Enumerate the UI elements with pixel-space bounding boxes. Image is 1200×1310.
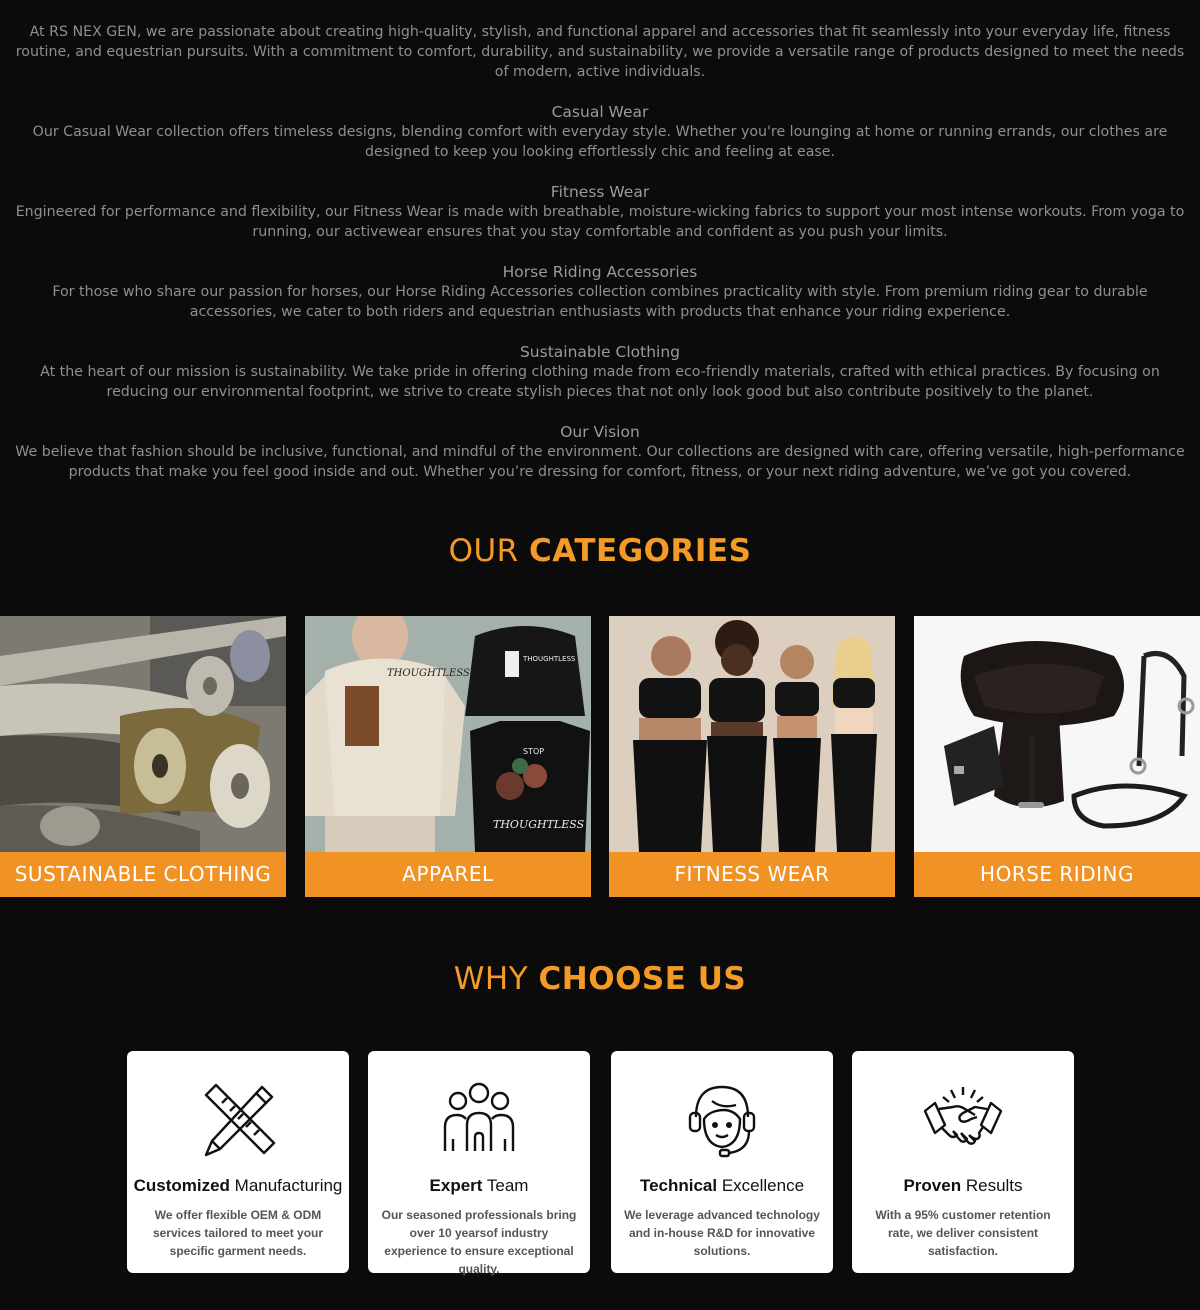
about-heading: Casual Wear xyxy=(551,103,649,121)
card-title xyxy=(852,1176,1074,1196)
card-expert-team xyxy=(368,1051,590,1276)
about-paragraph: We believe that fashion should be inclusive, functional, and mindful of the environment. Our collections are designed with care, offering versatile, high-performance products that make you feel good inside and out. Whether you’re dressing for comfort, fitness, or your next riding adventure, we’ve got you covered. xyxy=(15,444,1185,480)
why-choose-us-title xyxy=(0,961,1200,997)
about-paragraph: Our Casual Wear collection offers timeless designs, blending comfort with everyday style. Whether you're lounging at home or running errands, our clothes are designed to keep you looking effortlessly chic and feeling at ease. xyxy=(32,124,1168,160)
card-title-bold: Technical xyxy=(639,1176,718,1195)
why-title-bold: CHOOSE US xyxy=(538,961,747,997)
card-title-bold: Proven xyxy=(903,1176,962,1195)
about-paragraph: For those who share our passion for horses, our Horse Riding Accessories collection combines practicality with style. From premium riding gear to durable accessories, we cater to both riders and equestrian enthusiasts with products that enhance your riding experience. xyxy=(52,284,1148,320)
card-title-rest: Manufacturing xyxy=(229,1176,343,1195)
categories-title-bold: CATEGORIES xyxy=(529,533,752,569)
card-customized-manufacturing xyxy=(127,1051,349,1273)
card-text: We offer flexible OEM & ODM services tailored to meet your specific garment needs. xyxy=(152,1208,324,1258)
card-text: With a 95% customer retention rate, we deliver consistent satisfaction. xyxy=(875,1208,1051,1258)
category-image-hoodies xyxy=(305,616,591,852)
why-title-light: WHY xyxy=(453,961,539,997)
categories-title xyxy=(0,533,1200,569)
card-title-rest: Results xyxy=(961,1176,1023,1195)
category-label: HORSE RIDING xyxy=(914,852,1200,897)
svg-text:THOUGHTLESS: THOUGHTLESS xyxy=(387,668,470,679)
category-image-saddle xyxy=(914,616,1200,852)
svg-text:STOP: STOP xyxy=(523,747,545,756)
pencil-ruler-icon xyxy=(198,1081,278,1161)
card-title-bold: Expert xyxy=(429,1176,483,1195)
about-sustainable xyxy=(0,342,1200,402)
about-heading: Our Vision xyxy=(560,423,640,441)
about-section xyxy=(0,22,1200,502)
about-horse-riding xyxy=(0,262,1200,322)
about-vision xyxy=(0,422,1200,482)
card-title xyxy=(611,1176,833,1196)
card-title xyxy=(127,1176,349,1196)
category-apparel[interactable] xyxy=(305,616,591,897)
category-label: FITNESS WEAR xyxy=(609,852,895,897)
category-image-fabric-rolls xyxy=(0,616,286,852)
card-text: Our seasoned professionals bring over 10 yearsof industry experience to ensure exceptional quality. xyxy=(381,1208,577,1276)
team-icon xyxy=(439,1081,519,1161)
category-horse-riding[interactable] xyxy=(914,616,1200,897)
headset-support-icon xyxy=(682,1081,762,1161)
card-technical-excellence xyxy=(611,1051,833,1273)
category-label: SUSTAINABLE CLOTHING xyxy=(0,852,286,897)
about-heading: Sustainable Clothing xyxy=(519,343,681,361)
about-paragraph: Engineered for performance and flexibility, our Fitness Wear is made with breathable, moisture-wicking fabrics to support your most intense workouts. From yoga to running, our activewear ensures that you stay comfortable and confident as you push your limits. xyxy=(15,204,1185,240)
category-fitness-wear[interactable] xyxy=(609,616,895,897)
card-title xyxy=(368,1176,590,1196)
handshake-icon xyxy=(923,1081,1003,1161)
card-title-rest: Team xyxy=(482,1176,529,1195)
svg-text:THOUGHTLESS: THOUGHTLESS xyxy=(493,818,585,831)
category-sustainable-clothing[interactable] xyxy=(0,616,286,897)
about-intro: At RS NEX GEN, we are passionate about creating high-quality, stylish, and functional apparel and accessories that fit seamlessly into your everyday life, fitness routine, and equestrian pursuits. With a commitment to comfort, durability, and sustainability, we provide a versatile range of products designed to meet the needs of modern, active individuals. xyxy=(15,24,1185,80)
about-fitness-wear xyxy=(0,182,1200,242)
category-label: APPAREL xyxy=(305,852,591,897)
card-title-rest: Excellence xyxy=(717,1176,805,1195)
svg-text:THOUGHTLESS: THOUGHTLESS xyxy=(523,655,576,663)
category-image-activewear xyxy=(609,616,895,852)
card-title-bold: Customized xyxy=(133,1176,230,1195)
card-proven-results xyxy=(852,1051,1074,1273)
about-casual-wear xyxy=(0,102,1200,162)
about-heading: Fitness Wear xyxy=(550,183,650,201)
categories-title-light: OUR xyxy=(448,533,530,569)
about-paragraph: At the heart of our mission is sustainability. We take pride in offering clothing made from eco-friendly materials, crafted with ethical practices. By focusing on reducing our environmental footprint, we strive to create stylish pieces that not only look good but also contribute positively to the planet. xyxy=(40,364,1160,400)
about-heading: Horse Riding Accessories xyxy=(502,263,698,281)
card-text: We leverage advanced technology and in-house R&D for innovative solutions. xyxy=(624,1208,820,1258)
